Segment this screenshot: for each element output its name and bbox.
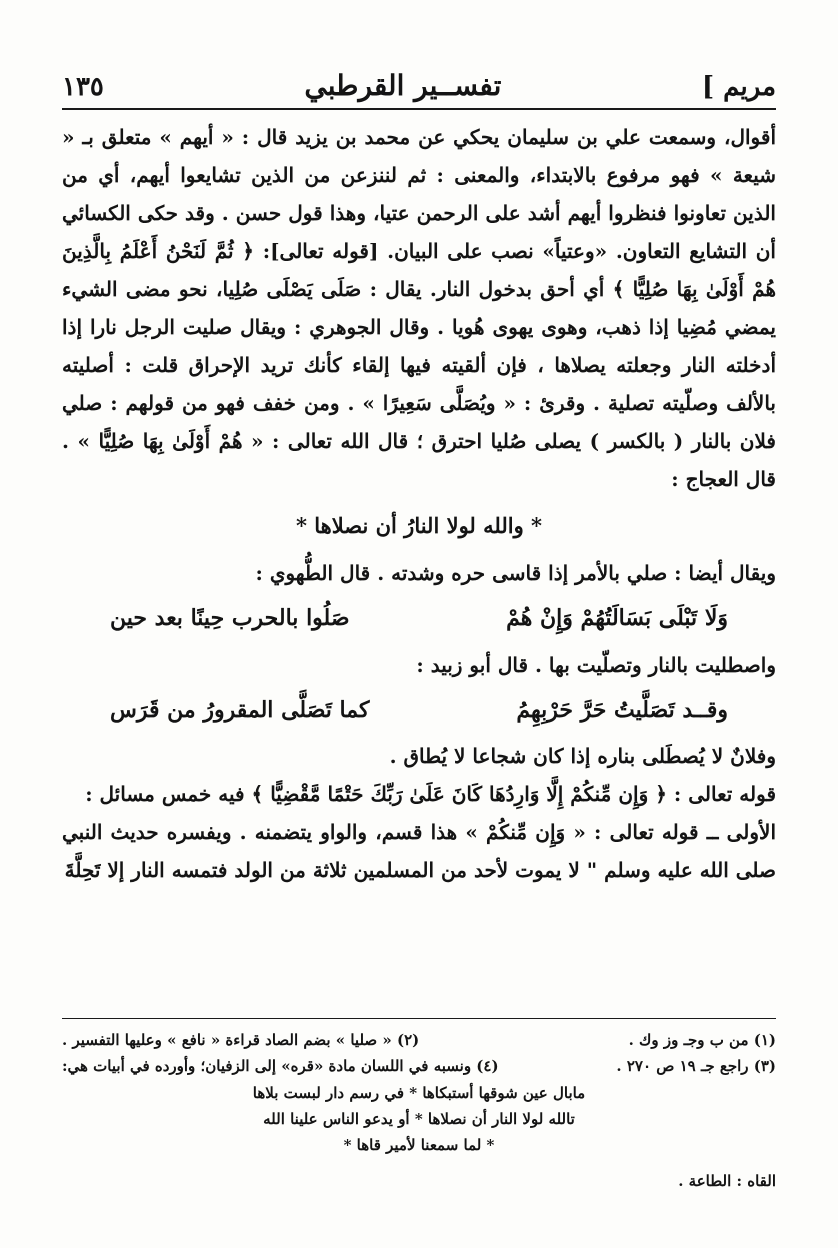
footnotes xyxy=(62,1018,776,1195)
paragraph-1: أقوال، وسمعت علي بن سليمان يحكي عن محمد بن يزيد قال : « أيهم » متعلق بـ « شيعة » فهو مرفوع بالابتداء، والمعنى : ثم لننزعن من الذين تشايعوا أيهم، أي من الذين تعاونوا فنظروا أيهم أشد على الرحمن عتيا، وهذا قول حسن . وقد حكى الكسائي أن التشايع التعاون. «وعتياً» نصب على البيان. [قوله تعالى]: ﴿ ثُمَّ لَنَحْنُ أَعْلَمُ بِالَّذِينَ هُمْ أَوْلَىٰ بِهَا صُلِيًّا ﴾ أي أحق بدخول النار. يقال : صَلَى يَصْلَى صُلِيا، نحو مضى الشيء يمضي مُضِيا إذا ذهب، وهوى يهوى هُويا . وقال الجوهري : ويقال صليت الرجل نارا إذا أدخلته النار وجعلته يصلاها ، فإن ألقيته فيها إلقاء كأنك تريد الإحراق قلت : أصليته بالألف وصلّيته تصلية . وقرئ : « ويُصَلَّى سَعِيرًا » . ومن خفف فهو من قولهم : صلي فلان بالنار ( بالكسر ) يصلى صُليا احترق ؛ قال الله تعالى : « هُمْ أَوْلَىٰ بِهَا صُلِيًّا » . قال العجاج : xyxy=(62,125,776,491)
main-text xyxy=(62,118,776,889)
couplet-abu-zubaid xyxy=(110,690,728,732)
paragraph-2: ويقال أيضا : صلي بالأمر إذا قاسى حره وشدته . قال الطُّهوي : xyxy=(255,560,776,585)
footnote-gloss: القاه : الطاعة . xyxy=(678,1172,776,1191)
surah-name: مريم ] xyxy=(701,72,776,102)
footnote-poem-line-1: مابال عين شوقها أستبكاها * في رسم دار لبست بلاها xyxy=(252,1083,586,1102)
couplet-tuhawi xyxy=(110,598,728,640)
footnote-2: (٢) « صليا » بضم الصاد قراءة « نافع » وعليها التفسير . xyxy=(62,1031,420,1049)
footnote-4: (٤) ونسبه في اللسان مادة «قره» إلى الزفيان؛ وأورده في أبيات هي: xyxy=(62,1057,499,1076)
paragraph-6: الأولى ــ قوله تعالى : « وَإِن مِّنكُمْ » هذا قسم، والواو يتضمنه . ويفسره حديث النبي صلى الله عليه وسلم " لا يموت لأحد من المسلمين ثلاثة من الولد فتمسه النار إلا تَحِلَّةَ xyxy=(62,820,776,883)
running-title: تفســير القرطبي xyxy=(304,69,502,102)
hemistich-first: وقــد تَصَلَّيتُ حَرَّ حَرْبِهِمُ xyxy=(516,696,728,723)
footnote-poem-line-2: تالله لولا النار أن نصلاها * أو يدعو الناس علينا الله xyxy=(263,1109,575,1128)
paragraph-3: واصطليت بالنار وتصلّيت بها . قال أبو زبيد : xyxy=(416,652,776,677)
page-header xyxy=(62,48,776,110)
footnote-row-2 xyxy=(62,1053,776,1079)
footnote-row-1 xyxy=(62,1027,776,1053)
hemistich-second: كما تَصَلَّى المقرورُ من قَرَس xyxy=(110,696,370,723)
paragraph-4: وفلانٌ لا يُصطَلى بناره إذا كان شجاعا لا يُطاق . xyxy=(389,744,776,769)
paragraph-5: قوله تعالى : ﴿ وَإِن مِّنكُمْ إِلَّا وَارِدُهَا كَانَ عَلَىٰ رَبِّكَ حَتْمًا مَّقْضِيًّا ﴾ فيه خمس مسائل : xyxy=(85,782,776,807)
hemistich-first: وَلَا تَبْلَى بَسَالَتُهُمْ وَإِنْ هُمْ xyxy=(506,604,728,631)
footnote-poem-line-3: * لما سمعنا لأمير قاها * xyxy=(343,1136,495,1154)
page-number: ١٣٥ xyxy=(62,72,104,102)
hemistich-second: صَلُوا بالحرب حِينًا بعد حين xyxy=(110,604,350,631)
footnote-3: (٣) راجع جـ ١٩ ص ٢٧٠ . xyxy=(616,1057,776,1076)
footnote-1: (١) من ب وجـ وز وك . xyxy=(628,1031,776,1049)
verse-ajjaj: * والله لولا النارُ أن نصلاها * xyxy=(295,513,543,538)
